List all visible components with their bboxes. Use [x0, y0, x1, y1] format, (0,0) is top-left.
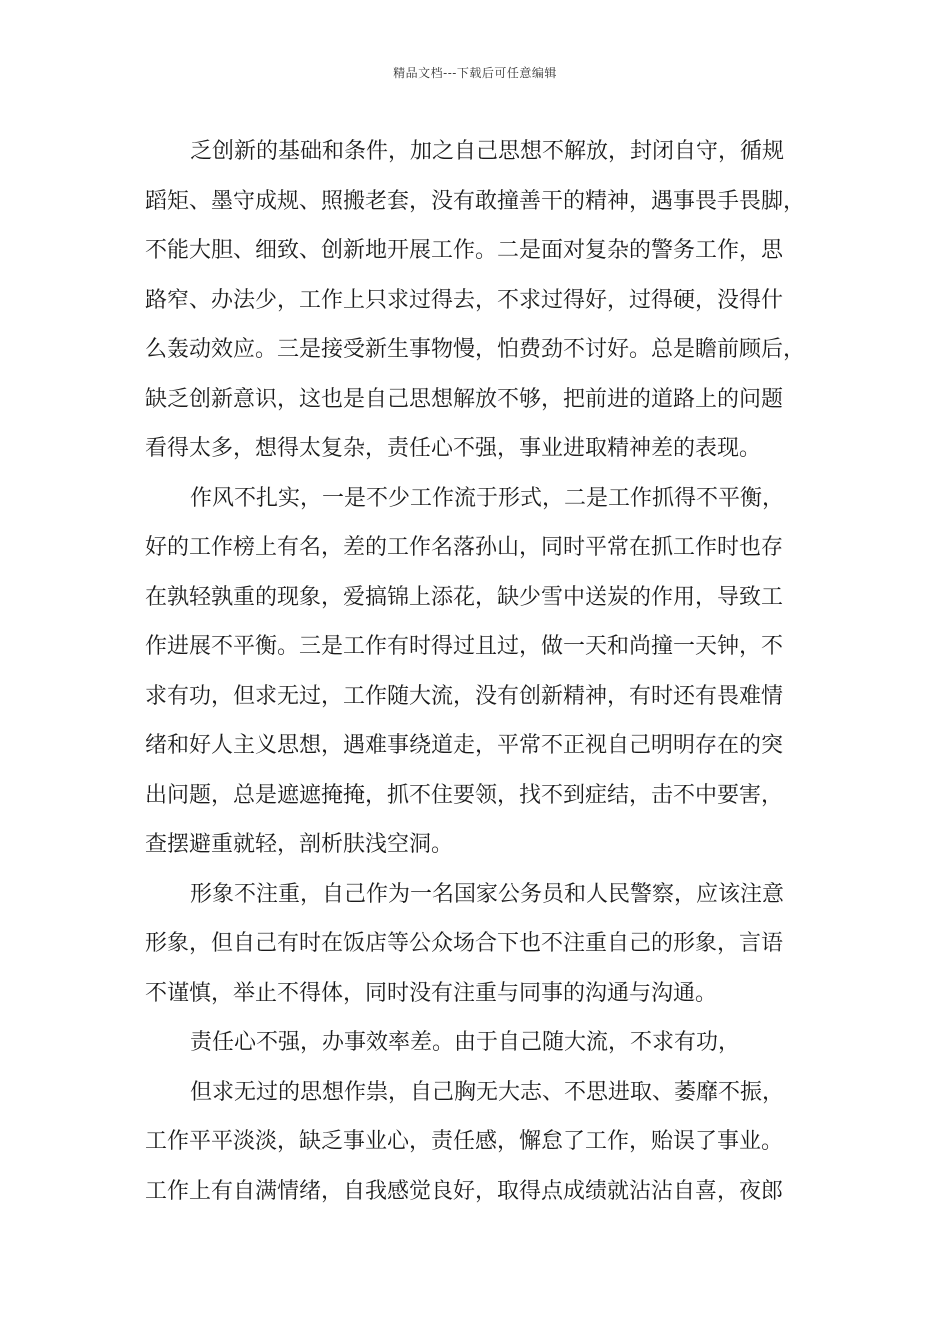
text-line: 么轰动效应。三是接受新生事物慢，怕费劲不讨好。总是瞻前顾后， — [145, 337, 806, 362]
text-line: 但求无过的思想作祟，自己胸无大志、不思进取、萎靡不振， — [190, 1079, 785, 1105]
text-line: 求有功，但求无过，工作随大流，没有创新精神，有时还有畏难情 — [145, 683, 784, 709]
text-line: 乏创新的基础和条件，加之自己思想不解放，封闭自守，循规 — [190, 139, 785, 164]
text-line: 作风不扎实，一是不少工作流于形式，二是工作抓得不平衡， — [190, 485, 785, 511]
text-line: 出问题，总是遮遮掩掩，抓不住要领，找不到症结，击不中要害， — [145, 782, 784, 808]
paragraph-5 — [145, 1068, 825, 1217]
text-line: 缺乏创新意识，这也是自己思想解放不够，把前进的道路上的问题 — [145, 386, 784, 412]
text-line: 不能大胆、细致、创新地开展工作。二是面对复杂的警务工作，思 — [145, 238, 784, 263]
text-line: 不谨慎，举止不得体，同时没有注重与同事的沟通与沟通。 — [145, 980, 718, 1006]
text-line: 路窄、办法少，工作上只求过得去，不求过得好，过得硬，没得什 — [145, 287, 784, 313]
text-line: 好的工作榜上有名，差的工作名落孙山，同时平常在抓工作时也存 — [145, 535, 784, 560]
paragraph-1 — [145, 127, 825, 474]
text-line: 绪和好人主义思想，遇难事绕道走，平常不正视自己明明存在的突 — [145, 733, 784, 758]
text-line: 看得太多，想得太复杂，责任心不强，事业进取精神差的表现。 — [145, 436, 762, 461]
paragraph-2 — [145, 474, 825, 870]
page-header: 精品文档---下载后可任意编辑 — [393, 66, 557, 80]
text-line: 形象不注重，自己作为一名国家公务员和人民警察，应该注意 — [190, 881, 785, 907]
text-line: 蹈矩、墨守成规、照搬老套，没有敢撞善干的精神，遇事畏手畏脚， — [145, 188, 806, 214]
text-line: 查摆避重就轻，剖析肤浅空洞。 — [145, 832, 454, 857]
text-line: 工作上有自满情绪，自我感觉良好，取得点成绩就沾沾自喜，夜郎 — [145, 1178, 784, 1204]
text-line: 工作平平淡淡，缺乏事业心，责任感，懈怠了工作，贻误了事业。 — [145, 1129, 784, 1154]
text-line: 作进展不平衡。三是工作有时得过且过，做一天和尚撞一天钟，不 — [145, 634, 784, 659]
paragraph-4 — [145, 1018, 825, 1068]
text-line: 形象，但自己有时在饭店等公众场合下也不注重自己的形象，言语 — [145, 931, 784, 956]
paragraph-3 — [145, 870, 825, 1019]
document-body — [145, 127, 825, 1216]
text-line: 在孰轻孰重的现象，爱搞锦上添花，缺少雪中送炭的作用，导致工 — [145, 584, 784, 610]
text-line: 责任心不强，办事效率差。由于自己随大流，不求有功， — [190, 1030, 741, 1055]
